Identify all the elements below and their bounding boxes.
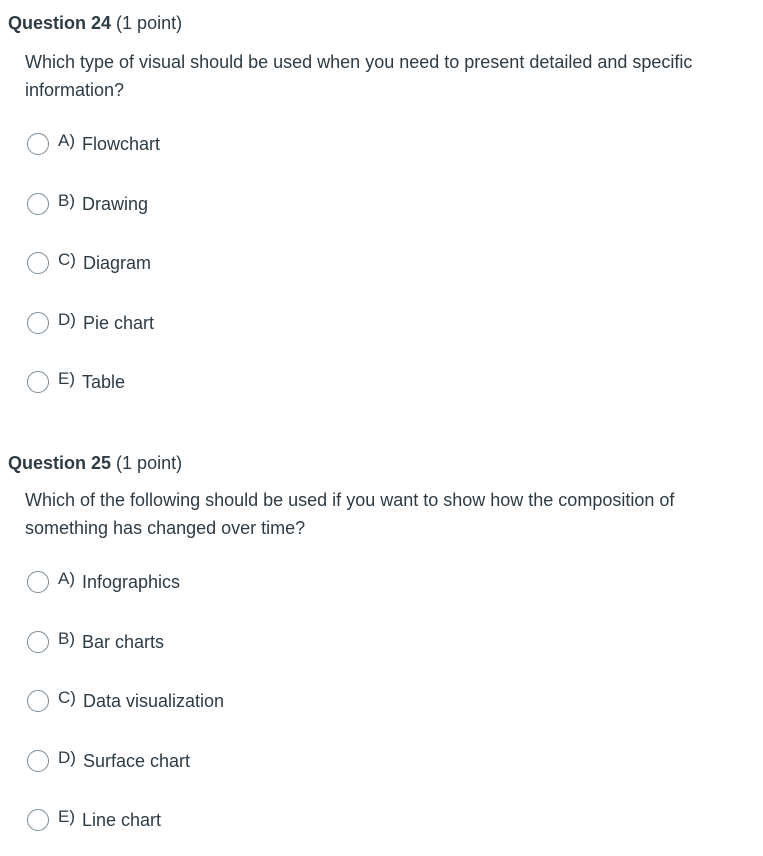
radio-button[interactable] — [27, 631, 49, 653]
question-points: (1 point) — [116, 13, 183, 33]
radio-button[interactable] — [27, 750, 49, 772]
radio-button[interactable] — [27, 312, 49, 334]
answer-label[interactable]: Surface chart — [82, 750, 191, 771]
answer-letter: E) — [58, 369, 75, 388]
answer-option-b[interactable] — [27, 191, 148, 217]
question-title: Question 24 — [8, 13, 112, 33]
question-header — [8, 12, 182, 34]
answer-option-e[interactable] — [27, 807, 161, 833]
answer-letter: E) — [58, 807, 75, 826]
answer-option-b[interactable] — [27, 629, 164, 655]
answer-label[interactable]: Flowchart — [82, 133, 161, 154]
answer-label[interactable]: Table — [82, 371, 126, 392]
answer-option-a[interactable] — [27, 131, 160, 157]
answer-letter: C) — [58, 250, 76, 269]
radio-button[interactable] — [27, 133, 49, 155]
answer-option-d[interactable] — [27, 748, 190, 774]
answer-letter: A) — [58, 131, 75, 150]
answer-label[interactable]: Infographics — [82, 571, 181, 592]
answer-letter: C) — [58, 688, 76, 707]
question-points: (1 point) — [116, 453, 183, 473]
answer-letter: D) — [58, 748, 76, 767]
radio-button[interactable] — [27, 571, 49, 593]
radio-button[interactable] — [27, 371, 49, 393]
answer-option-a[interactable] — [27, 569, 180, 595]
radio-button[interactable] — [27, 193, 49, 215]
answer-label[interactable]: Bar charts — [82, 631, 165, 652]
question-text: Which of the following should be used if you want to show how the composition of something has changed over time? — [25, 490, 675, 538]
answer-option-c[interactable] — [27, 688, 224, 714]
question-header — [8, 452, 182, 474]
answer-label[interactable]: Data visualization — [82, 690, 225, 711]
radio-button[interactable] — [27, 252, 49, 274]
answer-letter: B) — [58, 629, 75, 648]
radio-button[interactable] — [27, 809, 49, 831]
question-title: Question 25 — [8, 453, 112, 473]
answer-label[interactable]: Line chart — [82, 809, 162, 830]
answer-label[interactable]: Diagram — [82, 252, 151, 273]
answer-letter: A) — [58, 569, 75, 588]
answer-label[interactable]: Pie chart — [82, 312, 154, 333]
answer-label[interactable]: Drawing — [82, 193, 149, 214]
answer-option-e[interactable] — [27, 369, 125, 395]
radio-button[interactable] — [27, 690, 49, 712]
answer-letter: B) — [58, 191, 75, 210]
answer-option-d[interactable] — [27, 310, 154, 336]
answer-option-c[interactable] — [27, 250, 151, 276]
answer-letter: D) — [58, 310, 76, 329]
question-text: Which type of visual should be used when you need to present detailed and specific information? — [25, 52, 693, 100]
